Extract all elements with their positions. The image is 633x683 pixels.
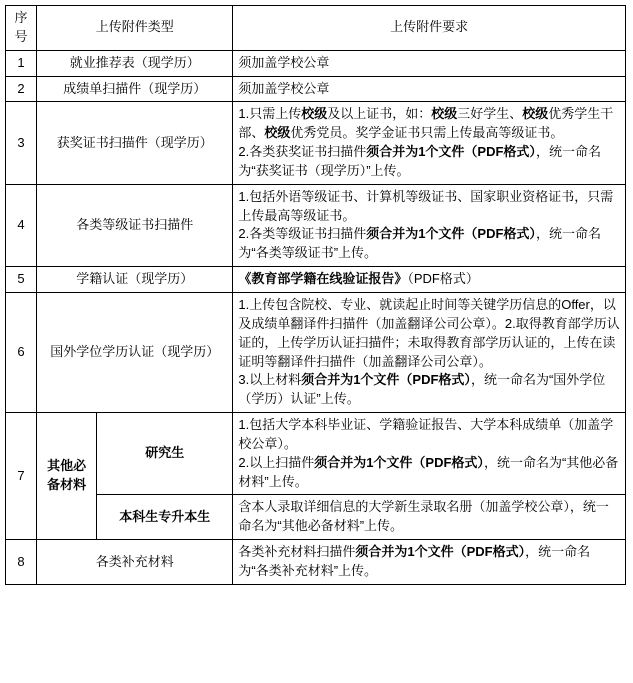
header-cell-no: 序号: [6, 6, 37, 51]
header-cell-requirement: 上传附件要求: [233, 6, 626, 51]
row-type: 各类等级证书扫描件: [37, 184, 233, 266]
requirement-line: 3.以上材料须合并为1个文件（PDF格式），统一命名为“国外学位（学历）认证”上传。: [238, 372, 606, 407]
row-number: 7: [6, 413, 37, 540]
row-number: 4: [6, 184, 37, 266]
row-requirement: [233, 184, 626, 266]
row-requirement: [233, 76, 626, 102]
row-type: 学籍认证（现学历）: [37, 267, 233, 293]
row-requirement: [233, 495, 626, 540]
row-number: 1: [6, 50, 37, 76]
requirement-line: 2.以上扫描件须合并为1个文件（PDF格式），统一命名为“其他必备材料”上传。: [238, 454, 619, 489]
row-requirement: [233, 540, 626, 585]
table-row: [6, 184, 626, 266]
table-row: [6, 292, 626, 412]
row-number: 8: [6, 540, 37, 585]
requirement-line: 各类补充材料扫描件须合并为1个文件（PDF格式），统一命名为“各类补充材料”上传。: [238, 544, 591, 578]
requirement-line: 1.包括外语等级证书、计算机等级证书、国家职业资格证书，只需上传最高等级证书。: [238, 188, 614, 223]
requirement-line: 2.各类等级证书扫描件须合并为1个文件（PDF格式），统一命名为“各类等级证书”上传。: [238, 226, 601, 261]
row-type: 国外学位学历认证（现学历）: [37, 292, 233, 412]
table-body: [6, 50, 626, 584]
attachment-requirements-table: [5, 5, 626, 585]
table-row: [6, 413, 626, 495]
requirement-line: 1.只需上传校级及以上证书，如：校级三好学生、校级优秀学生干部、校级优秀党员。奖学金证书只需上传最高等级证书。: [238, 106, 614, 141]
requirement-line: 2.各类获奖证书扫描件须合并为1个文件（PDF格式），统一命名为“获奖证书（现学历）”上传。: [238, 144, 601, 178]
requirement-line: 含本人录取详细信息的大学新生录取名册（加盖学校公章），统一命名为“其他必备材料”上传。: [238, 499, 609, 534]
requirement-line: 须加盖学校公章: [238, 80, 330, 96]
row-type: 各类补充材料: [37, 540, 233, 585]
row-subtype: 本科生专升本生: [97, 495, 233, 540]
row-number: 2: [6, 76, 37, 102]
requirement-line: 1.包括大学本科毕业证、学籍验证报告、大学本科成绩单（加盖学校公章）。: [238, 417, 614, 451]
row-subtype: 研究生: [97, 413, 233, 495]
requirement-line: 1.上传包含院校、专业、就读起止时间等关键学历信息的Offer，以及成绩单翻译件扫描件（加盖翻译公司公章）。2.取得教育部学历认证的，上传学历认证扫描件；未取得教育部学历认证的，上传在读证明等翻译件扫描件（加盖翻译公司公章）。: [238, 296, 620, 369]
row-requirement: [233, 50, 626, 76]
table-row: [6, 50, 626, 76]
requirement-line: 《教育部学籍在线验证报告》（PDF格式）: [238, 271, 479, 287]
row-type-group: 其他必备材料: [37, 413, 97, 540]
row-type: 获奖证书扫描件（现学历）: [37, 102, 233, 184]
table-row: [6, 102, 626, 184]
row-number: 5: [6, 267, 37, 293]
table-row: [6, 76, 626, 102]
document-page: [0, 5, 633, 683]
row-type: 成绩单扫描件（现学历）: [37, 76, 233, 102]
row-requirement: [233, 267, 626, 293]
row-requirement: [233, 292, 626, 412]
row-type: 就业推荐表（现学历）: [37, 50, 233, 76]
table-row: [6, 267, 626, 293]
header-cell-type: 上传附件类型: [37, 6, 233, 51]
row-number: 6: [6, 292, 37, 412]
table-row: [6, 495, 626, 540]
row-requirement: [233, 413, 626, 495]
table-header-row: [6, 6, 626, 51]
table-row: [6, 540, 626, 585]
requirement-line: 须加盖学校公章: [238, 54, 330, 70]
row-requirement: [233, 102, 626, 184]
row-number: 3: [6, 102, 37, 184]
table-header: [6, 6, 626, 51]
